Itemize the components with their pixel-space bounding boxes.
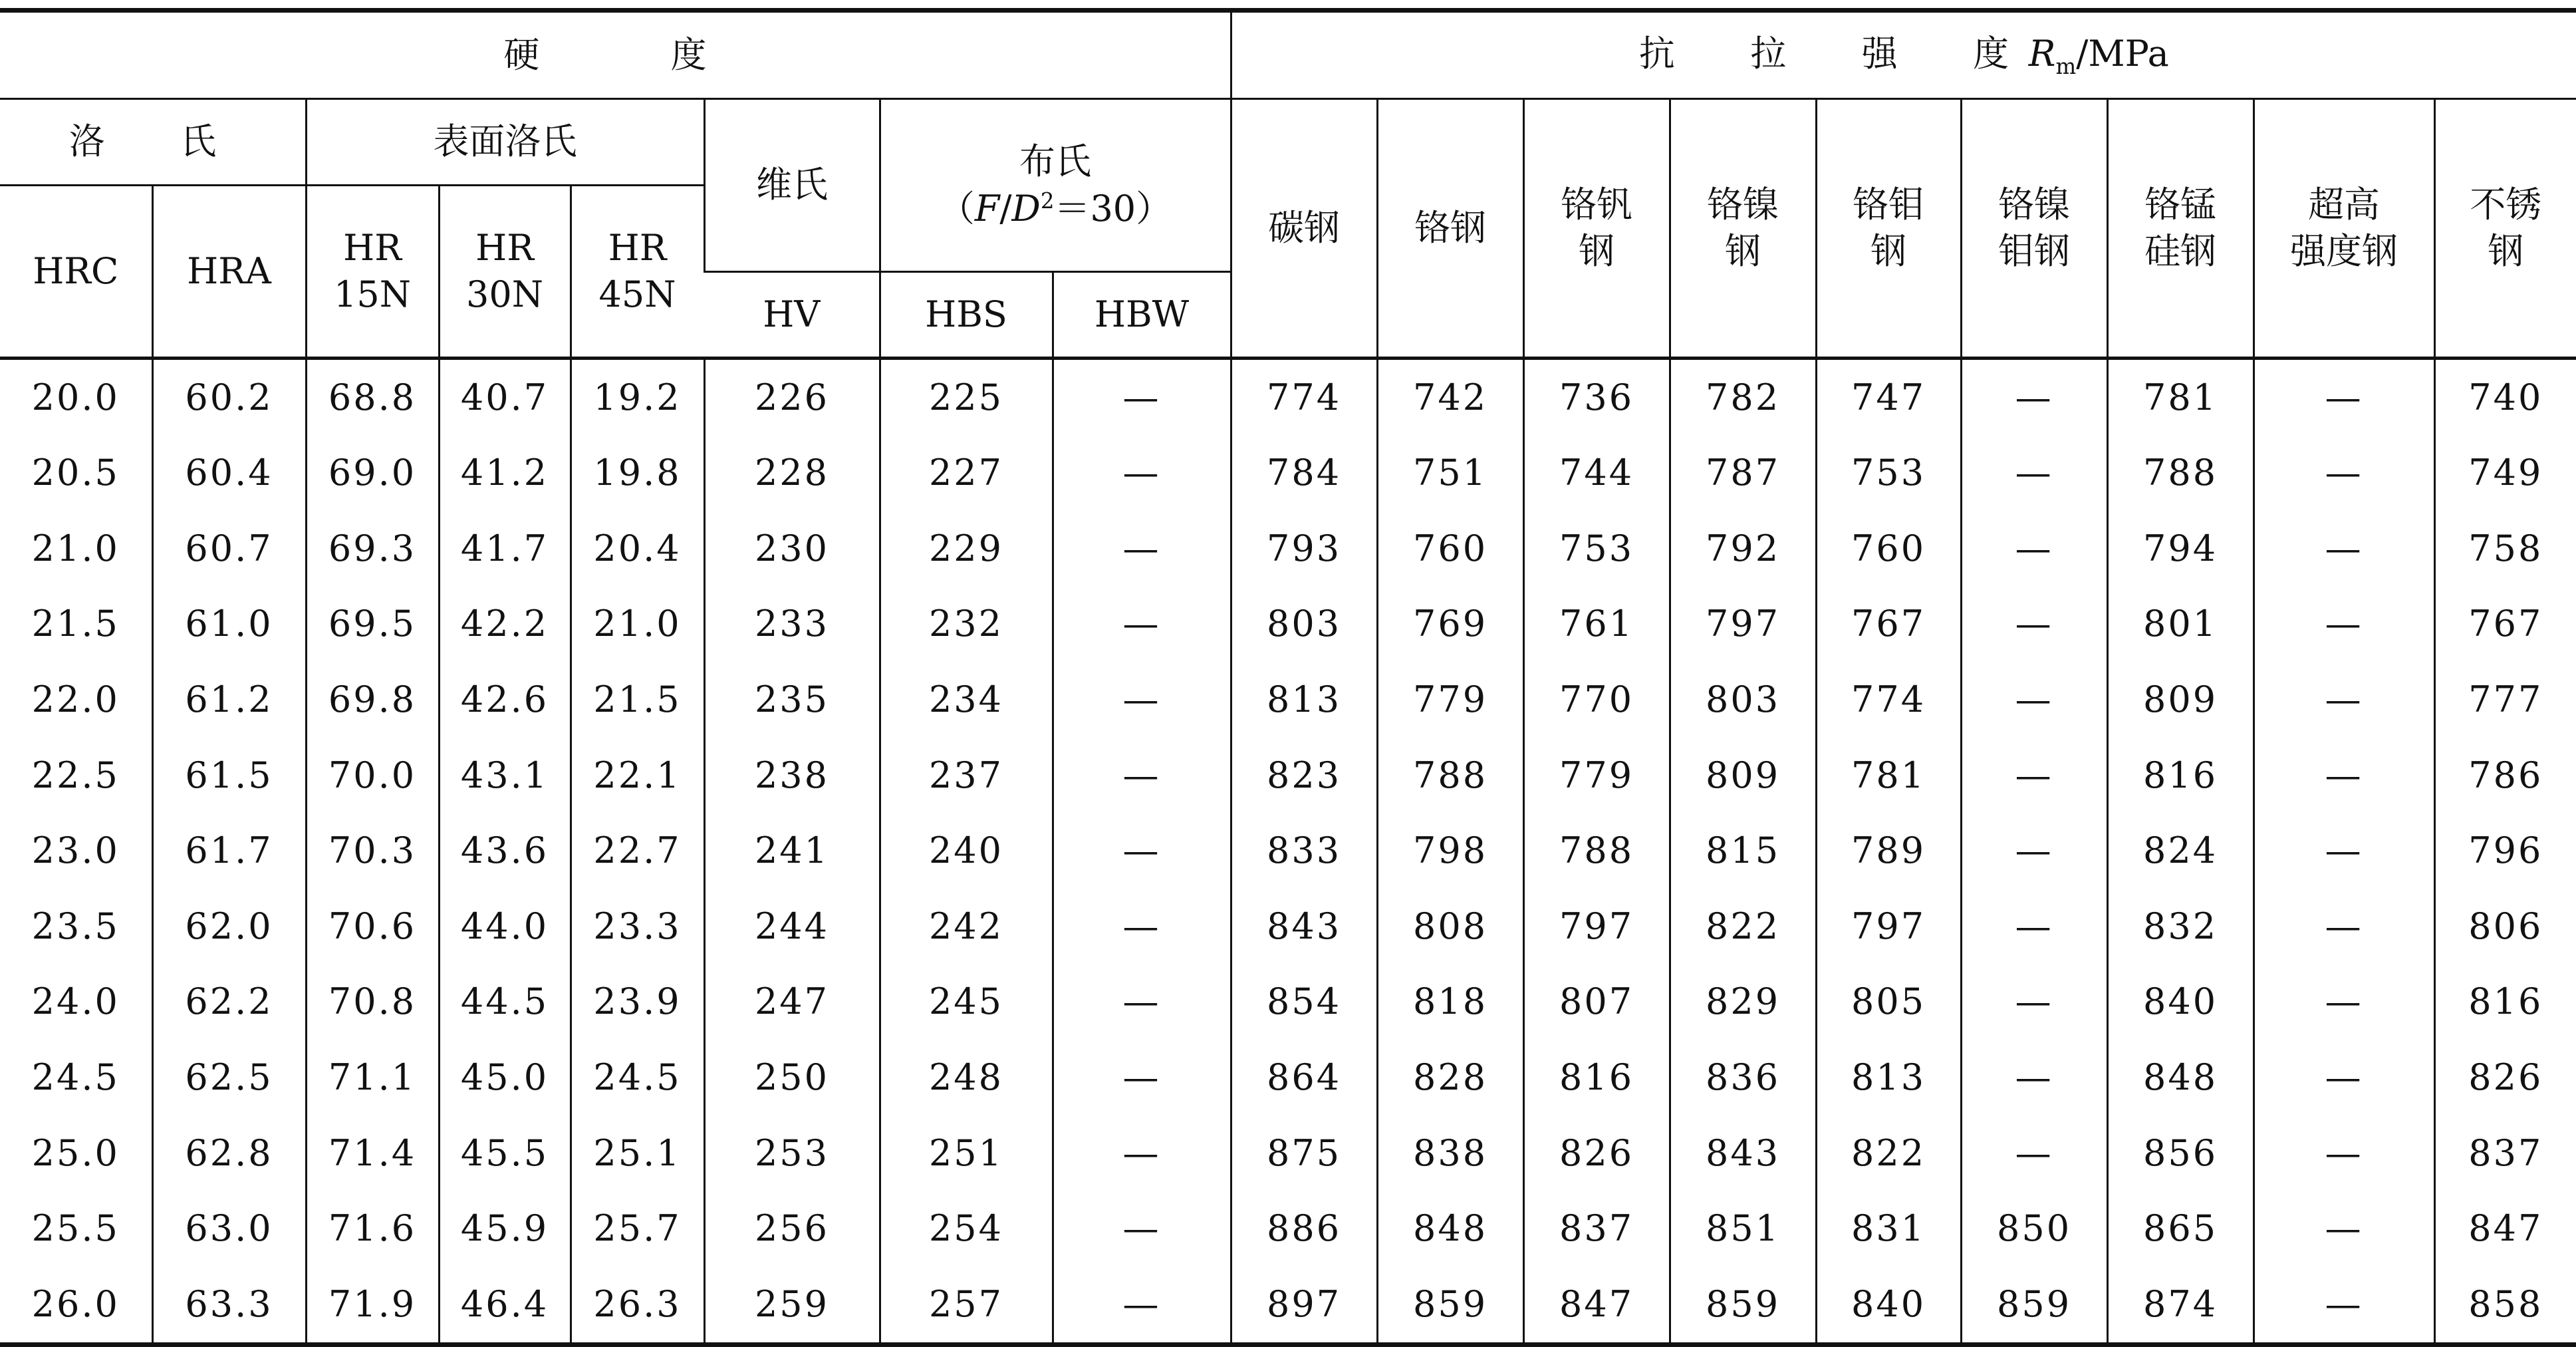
- table-row: [0, 511, 2576, 587]
- table-cell: 865: [2107, 1191, 2254, 1267]
- tensile-symbol: R: [2028, 32, 2056, 75]
- table-cell: —: [1961, 359, 2107, 436]
- table-cell: 23.5: [0, 889, 152, 965]
- table-cell: 843: [1670, 1116, 1816, 1191]
- table-cell: 69.8: [306, 662, 439, 738]
- table-cell: 803: [1670, 662, 1816, 738]
- table-cell: 247: [704, 965, 880, 1040]
- table-cell: —: [2254, 738, 2434, 814]
- table-cell: 809: [2107, 662, 2254, 738]
- table-cell: 875: [1231, 1116, 1377, 1191]
- table-cell: —: [2254, 1267, 2434, 1344]
- table-cell: 248: [880, 1040, 1053, 1116]
- table-cell: —: [2254, 965, 2434, 1040]
- table-cell: —: [1961, 662, 2107, 738]
- table-cell: 253: [704, 1116, 880, 1191]
- table-cell: 815: [1670, 814, 1816, 889]
- table-cell: 816: [2434, 965, 2576, 1040]
- table-cell: 242: [880, 889, 1053, 965]
- table-cell: 44.0: [439, 889, 571, 965]
- table-cell: 789: [1816, 814, 1961, 889]
- table-cell: 851: [1670, 1191, 1816, 1267]
- table-cell: —: [1053, 359, 1231, 436]
- table-cell: 788: [1523, 814, 1670, 889]
- table-cell: 840: [1816, 1267, 1961, 1344]
- table-cell: 61.2: [152, 662, 306, 738]
- table-cell: 61.0: [152, 587, 306, 663]
- table-cell: 25.7: [571, 1191, 704, 1267]
- table-cell: 244: [704, 889, 880, 965]
- table-cell: 235: [704, 662, 880, 738]
- table-cell: 847: [1523, 1267, 1670, 1344]
- table-cell: 848: [1377, 1191, 1523, 1267]
- table-cell: 70.3: [306, 814, 439, 889]
- steel-header: 不锈 钢: [2434, 99, 2576, 359]
- table-cell: 22.1: [571, 738, 704, 814]
- table-cell: 42.2: [439, 587, 571, 663]
- header-tensile-strength: [1231, 11, 2576, 99]
- table-cell: 749: [2434, 436, 2576, 512]
- table-cell: —: [2254, 1116, 2434, 1191]
- table-cell: 60.4: [152, 436, 306, 512]
- table-cell: —: [1053, 738, 1231, 814]
- table-cell: 232: [880, 587, 1053, 663]
- table-cell: 836: [1670, 1040, 1816, 1116]
- table-cell: 794: [2107, 511, 2254, 587]
- table-cell: 770: [1523, 662, 1670, 738]
- table-cell: 833: [1231, 814, 1377, 889]
- table-cell: 26.3: [571, 1267, 704, 1344]
- table-cell: 21.5: [0, 587, 152, 663]
- table-cell: —: [2254, 814, 2434, 889]
- table-cell: 22.7: [571, 814, 704, 889]
- table-cell: —: [1961, 1116, 2107, 1191]
- table-cell: 740: [2434, 359, 2576, 436]
- table-cell: 850: [1961, 1191, 2107, 1267]
- table-cell: 858: [2434, 1267, 2576, 1344]
- table-cell: —: [1053, 889, 1231, 965]
- table-cell: 62.8: [152, 1116, 306, 1191]
- table-cell: —: [2254, 889, 2434, 965]
- steel-header: 铬镍 钢: [1670, 99, 1816, 359]
- table-cell: 796: [2434, 814, 2576, 889]
- table-cell: 46.4: [439, 1267, 571, 1344]
- table-cell: 229: [880, 511, 1053, 587]
- hardness-conversion-table: [0, 8, 2576, 1347]
- table-cell: 786: [2434, 738, 2576, 814]
- table-cell: 760: [1377, 511, 1523, 587]
- table-cell: 62.0: [152, 889, 306, 965]
- table-cell: 813: [1816, 1040, 1961, 1116]
- steel-header: 铬镍 钼钢: [1961, 99, 2107, 359]
- table-cell: 24.0: [0, 965, 152, 1040]
- steel-header: 超高 强度钢: [2254, 99, 2434, 359]
- table-cell: 843: [1231, 889, 1377, 965]
- table-cell: —: [1053, 814, 1231, 889]
- table-cell: —: [1053, 965, 1231, 1040]
- table-cell: 859: [1670, 1267, 1816, 1344]
- table-cell: 63.3: [152, 1267, 306, 1344]
- table-row: [0, 889, 2576, 965]
- table-cell: 864: [1231, 1040, 1377, 1116]
- table-cell: 829: [1670, 965, 1816, 1040]
- table-cell: 781: [2107, 359, 2254, 436]
- header-hra: HRA: [152, 186, 306, 359]
- table-cell: 43.6: [439, 814, 571, 889]
- table-cell: 751: [1377, 436, 1523, 512]
- table-cell: 774: [1231, 359, 1377, 436]
- table-cell: 70.8: [306, 965, 439, 1040]
- table-cell: 813: [1231, 662, 1377, 738]
- table-cell: 25.5: [0, 1191, 152, 1267]
- table-cell: —: [1961, 889, 2107, 965]
- table-cell: 798: [1377, 814, 1523, 889]
- table-row: [0, 965, 2576, 1040]
- header-superficial-rockwell: 表面洛氏: [306, 99, 704, 186]
- table-cell: 859: [1377, 1267, 1523, 1344]
- table-cell: 753: [1523, 511, 1670, 587]
- table-cell: 797: [1670, 587, 1816, 663]
- table-cell: 19.2: [571, 359, 704, 436]
- table-row: [0, 1267, 2576, 1344]
- brinell-label: 布氏: [1019, 140, 1092, 183]
- table-cell: —: [2254, 662, 2434, 738]
- table-cell: 753: [1816, 436, 1961, 512]
- table-cell: 259: [704, 1267, 880, 1344]
- table-cell: 245: [880, 965, 1053, 1040]
- table-cell: 779: [1377, 662, 1523, 738]
- table-cell: 251: [880, 1116, 1053, 1191]
- table-cell: 21.0: [571, 587, 704, 663]
- table-cell: 788: [2107, 436, 2254, 512]
- table-cell: —: [1053, 1267, 1231, 1344]
- table-cell: 226: [704, 359, 880, 436]
- table-cell: 23.3: [571, 889, 704, 965]
- table-cell: 234: [880, 662, 1053, 738]
- table-cell: 779: [1523, 738, 1670, 814]
- table-cell: 71.1: [306, 1040, 439, 1116]
- table-cell: 897: [1231, 1267, 1377, 1344]
- table-cell: 26.0: [0, 1267, 152, 1344]
- table-cell: 238: [704, 738, 880, 814]
- table-cell: 241: [704, 814, 880, 889]
- table-cell: 784: [1231, 436, 1377, 512]
- table-cell: 848: [2107, 1040, 2254, 1116]
- table-cell: 23.9: [571, 965, 704, 1040]
- brinell-condition: $(F/D^2=30)$: [938, 187, 1172, 229]
- table-cell: 68.8: [306, 359, 439, 436]
- table-cell: 22.0: [0, 662, 152, 738]
- table-cell: —: [1053, 587, 1231, 663]
- table-cell: 45.9: [439, 1191, 571, 1267]
- table-cell: 60.2: [152, 359, 306, 436]
- table-cell: 781: [1816, 738, 1961, 814]
- table-cell: 767: [2434, 587, 2576, 663]
- table-cell: 41.2: [439, 436, 571, 512]
- table-cell: 41.7: [439, 511, 571, 587]
- table-cell: 758: [2434, 511, 2576, 587]
- table-cell: 805: [1816, 965, 1961, 1040]
- table-cell: —: [1053, 1116, 1231, 1191]
- table-cell: 826: [2434, 1040, 2576, 1116]
- table-cell: 69.3: [306, 511, 439, 587]
- table-cell: 760: [1816, 511, 1961, 587]
- table-cell: 816: [2107, 738, 2254, 814]
- steel-header: 铬钼 钢: [1816, 99, 1961, 359]
- header-hr45n: HR 45N: [571, 186, 704, 359]
- table-cell: 797: [1523, 889, 1670, 965]
- table-cell: 792: [1670, 511, 1816, 587]
- table-cell: 20.5: [0, 436, 152, 512]
- steel-header: 铬钢: [1377, 99, 1523, 359]
- table-cell: 225: [880, 359, 1053, 436]
- table-cell: 803: [1231, 587, 1377, 663]
- table-cell: 822: [1670, 889, 1816, 965]
- table-cell: —: [1053, 511, 1231, 587]
- table-cell: 256: [704, 1191, 880, 1267]
- header-rockwell: 洛 氏: [0, 99, 306, 186]
- steel-header: 铬锰 硅钢: [2107, 99, 2254, 359]
- table-row: [0, 814, 2576, 889]
- tensile-label: 抗 拉 强 度: [1638, 32, 2029, 75]
- table-cell: —: [1053, 436, 1231, 512]
- table-cell: 45.5: [439, 1116, 571, 1191]
- table-cell: 228: [704, 436, 880, 512]
- table-cell: 806: [2434, 889, 2576, 965]
- table-cell: 230: [704, 511, 880, 587]
- table-cell: —: [2254, 359, 2434, 436]
- table-cell: —: [1961, 738, 2107, 814]
- table-cell: —: [1053, 662, 1231, 738]
- table-header: [0, 11, 2576, 359]
- table-cell: 818: [1377, 965, 1523, 1040]
- table-cell: —: [1961, 436, 2107, 512]
- table-cell: 838: [1377, 1116, 1523, 1191]
- table-cell: 19.8: [571, 436, 704, 512]
- table-cell: 250: [704, 1040, 880, 1116]
- table-cell: 801: [2107, 587, 2254, 663]
- table-cell: 826: [1523, 1116, 1670, 1191]
- table-cell: 793: [1231, 511, 1377, 587]
- steel-header: 碳钢: [1231, 99, 1377, 359]
- header-brinell: [880, 99, 1231, 272]
- table-cell: —: [1053, 1191, 1231, 1267]
- table-row: [0, 1116, 2576, 1191]
- table-cell: 69.0: [306, 436, 439, 512]
- table-row: [0, 587, 2576, 663]
- table-cell: —: [2254, 1040, 2434, 1116]
- header-hbs: HBS: [880, 272, 1053, 359]
- table-cell: 787: [1670, 436, 1816, 512]
- table-row: [0, 1040, 2576, 1116]
- table-cell: 837: [1523, 1191, 1670, 1267]
- table-cell: —: [1961, 587, 2107, 663]
- table-row: [0, 1191, 2576, 1267]
- table-cell: 823: [1231, 738, 1377, 814]
- table-cell: 45.0: [439, 1040, 571, 1116]
- header-hr15n: HR 15N: [306, 186, 439, 359]
- table-row: [0, 359, 2576, 436]
- table-cell: 240: [880, 814, 1053, 889]
- table-cell: 828: [1377, 1040, 1523, 1116]
- table-cell: 237: [880, 738, 1053, 814]
- table-cell: 767: [1816, 587, 1961, 663]
- table-cell: 23.0: [0, 814, 152, 889]
- table-cell: 257: [880, 1267, 1053, 1344]
- table-cell: 60.7: [152, 511, 306, 587]
- table-cell: —: [1053, 1040, 1231, 1116]
- table-body: [0, 359, 2576, 1345]
- tensile-unit: /MPa: [2076, 32, 2169, 75]
- table-cell: 769: [1377, 587, 1523, 663]
- table-cell: 70.0: [306, 738, 439, 814]
- table-cell: 43.1: [439, 738, 571, 814]
- header-hrc: HRC: [0, 186, 152, 359]
- table-cell: 22.5: [0, 738, 152, 814]
- table-cell: 71.9: [306, 1267, 439, 1344]
- table-cell: 21.0: [0, 511, 152, 587]
- table-cell: 840: [2107, 965, 2254, 1040]
- table-row: [0, 662, 2576, 738]
- table-cell: 40.7: [439, 359, 571, 436]
- table-cell: 782: [1670, 359, 1816, 436]
- table-cell: 822: [1816, 1116, 1961, 1191]
- table-cell: 20.4: [571, 511, 704, 587]
- table-cell: 63.0: [152, 1191, 306, 1267]
- steel-header: 铬钒 钢: [1523, 99, 1670, 359]
- table-cell: 42.6: [439, 662, 571, 738]
- table-cell: —: [1961, 965, 2107, 1040]
- table-cell: —: [2254, 436, 2434, 512]
- header-hbw: HBW: [1053, 272, 1231, 359]
- table-cell: 25.1: [571, 1116, 704, 1191]
- table-cell: 71.4: [306, 1116, 439, 1191]
- table-cell: 874: [2107, 1267, 2254, 1344]
- table-cell: —: [2254, 1191, 2434, 1267]
- table-cell: 747: [1816, 359, 1961, 436]
- table-cell: 774: [1816, 662, 1961, 738]
- table-cell: 854: [1231, 965, 1377, 1040]
- table-cell: 233: [704, 587, 880, 663]
- table-cell: 824: [2107, 814, 2254, 889]
- table-cell: —: [1961, 1040, 2107, 1116]
- table-cell: 62.2: [152, 965, 306, 1040]
- table-cell: 807: [1523, 965, 1670, 1040]
- table-cell: 797: [1816, 889, 1961, 965]
- table-cell: 744: [1523, 436, 1670, 512]
- table-cell: 761: [1523, 587, 1670, 663]
- table-cell: 816: [1523, 1040, 1670, 1116]
- table-cell: 742: [1377, 359, 1523, 436]
- table-cell: 61.5: [152, 738, 306, 814]
- table-cell: 227: [880, 436, 1053, 512]
- table-cell: —: [2254, 587, 2434, 663]
- header-hr30n: HR 30N: [439, 186, 571, 359]
- table-cell: 788: [1377, 738, 1523, 814]
- table-cell: 70.6: [306, 889, 439, 965]
- header-hardness: 硬 度: [0, 11, 1231, 99]
- header-vickers: 维氏: [704, 99, 880, 272]
- table-cell: 24.5: [0, 1040, 152, 1116]
- table-cell: 847: [2434, 1191, 2576, 1267]
- table-cell: 62.5: [152, 1040, 306, 1116]
- table-cell: 808: [1377, 889, 1523, 965]
- table-cell: 69.5: [306, 587, 439, 663]
- table-cell: —: [1961, 814, 2107, 889]
- table-cell: 71.6: [306, 1191, 439, 1267]
- table-cell: —: [2254, 511, 2434, 587]
- table-cell: 777: [2434, 662, 2576, 738]
- table-cell: 25.0: [0, 1116, 152, 1191]
- table-cell: 736: [1523, 359, 1670, 436]
- tensile-subscript: m: [2055, 53, 2077, 79]
- table-cell: 61.7: [152, 814, 306, 889]
- table-row: [0, 738, 2576, 814]
- table-cell: 21.5: [571, 662, 704, 738]
- table-cell: 44.5: [439, 965, 571, 1040]
- table-cell: 856: [2107, 1116, 2254, 1191]
- table-cell: 20.0: [0, 359, 152, 436]
- table-cell: —: [1961, 511, 2107, 587]
- table-cell: 837: [2434, 1116, 2576, 1191]
- header-hv: HV: [704, 272, 880, 359]
- table-cell: 886: [1231, 1191, 1377, 1267]
- table-cell: 859: [1961, 1267, 2107, 1344]
- table-row: [0, 436, 2576, 512]
- table-cell: 831: [1816, 1191, 1961, 1267]
- table-cell: 254: [880, 1191, 1053, 1267]
- table-cell: 832: [2107, 889, 2254, 965]
- table-cell: 24.5: [571, 1040, 704, 1116]
- table-cell: 809: [1670, 738, 1816, 814]
